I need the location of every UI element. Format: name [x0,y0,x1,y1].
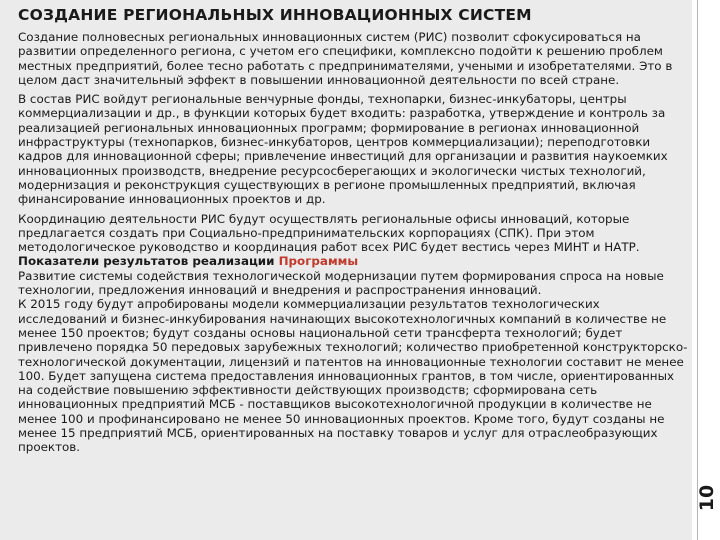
paragraph-modernization: Развитие системы содействия технологической модернизации путем формирования спроса на новые технологии, предложения инноваций и внедрения и распространения инноваций. [18,268,664,298]
results-heading [18,254,688,268]
side-divider [697,0,698,540]
paragraph-ris-composition: В состав РИС войдут региональные венчурные фонды, технопарки, бизнес-инкубаторы, центры коммерциализации и др., в функции которых будет входить: разработка, утверждение и контроль за реализацией региональных инновационных программ; формирование в регионах инновационной инфраструктуры (технопарков, бизнес-инкубаторов, центров коммерциализации); переподготовки кадров для инновационной сферы; привлечение инвестиций для организации и развития наукоемких инновационных производств, внедрение ресурсосберегающих и экологически чистых технологий, модернизация и реконструкция существующих в регионе промышленных предприятий, включая финансирование инновационных проектов и др. [18,92,668,207]
results-heading-accent: Программы [278,254,359,269]
page-number: 10 [696,484,718,512]
slide-body [18,30,688,455]
paragraph-ris-overview: Создание полновесных региональных инновационных систем (РИС) позволит сфокусироваться на развитии определенного региона, с учетом его специфики, комплексно подойти к решению проблем местных предприятий, более тесно работать с предпринимателями, учеными и изобретателями. Это в целом даст значительный эффект в повышении инновационной деятельности по всей стране. [18,30,673,87]
results-heading-text: Показатели результатов реализации [18,254,279,269]
slide-title: СОЗДАНИЕ РЕГИОНАЛЬНЫХ ИННОВАЦИОННЫХ СИСТЕМ [18,6,532,24]
paragraph-ris-coordination: Координацию деятельности РИС будут осуществлять региональные офисы инноваций, которые предлагается создать при Социально-предпринимательских корпорациях (СПК). При этом методологическое руководство и координация работ всех РИС будет вестись через МИНТ и НАТР. [18,211,640,255]
paragraph-2015-targets: К 2015 году будут апробированы модели коммерциализации результатов технологических исследований и бизнес-инкубирования начинающих высокотехнологичных компаний в количестве не менее 150 проектов; будут созданы основы национальной сети трансферта технологий; будет привлечено порядка 50 передовых зарубежных технологий; количество приобретенной конструкторско-технологической документации, лицензий и патентов на инновационные технологии составит не менее 100. Будет запущена система предоставления инновационных грантов, в том числе, ориентированных на содействие повышению эффективности действующих производств; сформирована сеть инновационных предприятий МСБ - поставщиков высокотехнологичной продукции в количестве не менее 100 и профинансировано не менее 50 инновационных проектов. Кроме того, будут созданы не менее 15 предприятий МСБ, ориентированных на поставку товаров и услуг для отраслеобразующих проектов. [18,297,688,455]
